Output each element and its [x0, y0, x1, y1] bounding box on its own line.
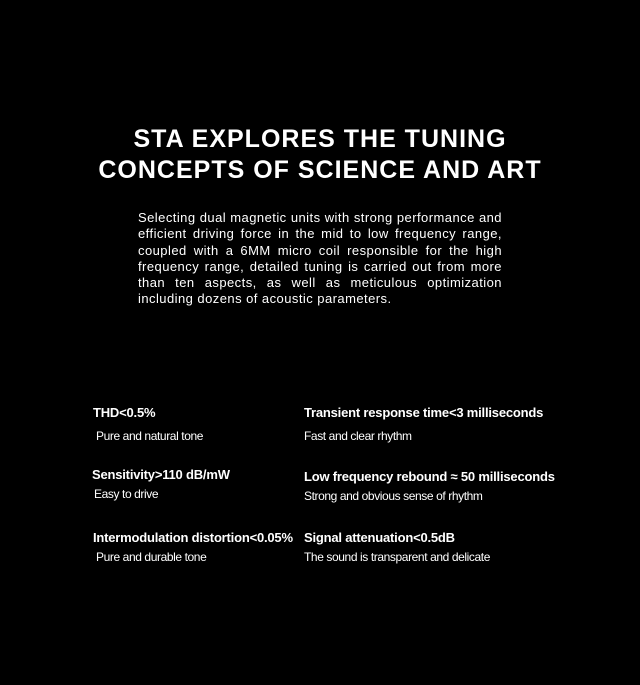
spec-description: Pure and natural tone	[96, 429, 204, 443]
spec-signal-attenuation	[304, 530, 594, 565]
spec-title: THD<0.5%	[93, 405, 156, 420]
spec-low-frequency-rebound	[304, 469, 594, 504]
intro-paragraph: Selecting dual magnetic units with strong performance and efficient driving force in the mid to low frequency range, coupled with a 6MM micro coil responsible for the high frequency range, detailed tuning is carried out from more than ten aspects, as well as meticulous optimization including dozens of acoustic parameters.	[138, 210, 502, 307]
spec-description: Strong and obvious sense of rhythm	[304, 489, 483, 503]
spec-title: Low frequency rebound ≈ 50 milliseconds	[304, 469, 555, 484]
spec-title: Sensitivity>110 dB/mW	[92, 467, 230, 482]
spec-description: Pure and durable tone	[96, 550, 207, 564]
headline-line-2: CONCEPTS OF SCIENCE AND ART	[98, 156, 542, 184]
headline-line-1: STA EXPLORES THE TUNING	[133, 125, 507, 153]
spec-description: Easy to drive	[94, 487, 159, 501]
spec-description: The sound is transparent and delicate	[304, 550, 490, 564]
spec-transient-response	[304, 405, 594, 444]
spec-title: Intermodulation distortion<0.05%	[93, 530, 293, 545]
spec-description: Fast and clear rhythm	[304, 429, 412, 443]
spec-title: Transient response time<3 milliseconds	[304, 405, 544, 420]
spec-title: Signal attenuation<0.5dB	[304, 530, 455, 545]
headline	[0, 124, 640, 186]
